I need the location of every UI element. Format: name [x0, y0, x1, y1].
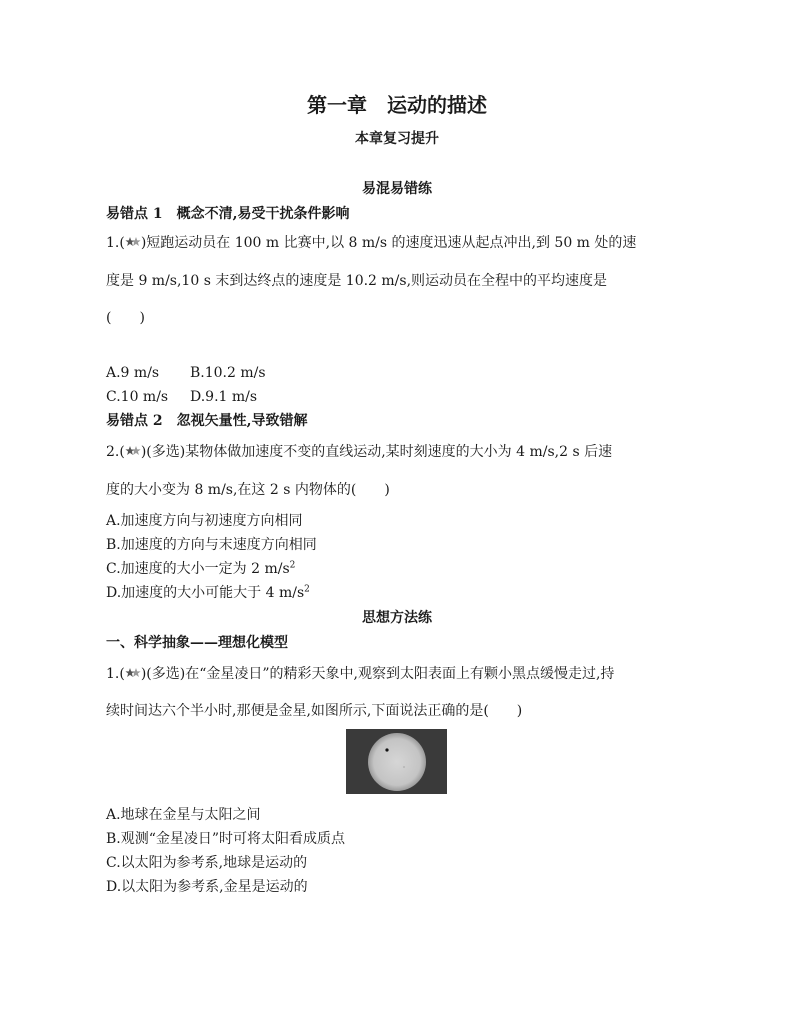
option-a: A.地球在金星与太阳之间: [106, 807, 261, 823]
section-subtitle: 本章复习提升: [355, 131, 439, 147]
option-a: A.9 m/s: [106, 365, 160, 381]
venus-dot: [385, 748, 388, 751]
option-c: C.以太阳为参考系,地球是运动的: [106, 855, 308, 871]
difficulty-star-icon: [125, 236, 141, 248]
sun-disk: [368, 733, 426, 791]
option-b: B.10.2 m/s: [190, 365, 266, 381]
answer-blank: ( ): [106, 310, 145, 326]
option-c: C.加速度的大小一定为 2 $m/s^2$: [106, 560, 296, 577]
option-d: D.9.1 m/s: [190, 389, 258, 405]
option-c: C.10 m/s: [106, 389, 169, 405]
question-2-line-1: [106, 443, 612, 461]
option-d: D.以太阳为参考系,金星是运动的: [106, 879, 308, 895]
option-b: B.加速度的方向与末速度方向相同: [106, 537, 317, 553]
topic-heading: 一、科学抽象——理想化模型: [106, 635, 288, 651]
question-text: )短跑运动员在 100 m 比赛中,以 8 m/s 的速度迅速从起点冲出,到 50 m 处的速: [140, 235, 637, 251]
question-3-line-2: 续时间达六个半小时,那便是金星,如图所示,下面说法正确的是( ): [106, 703, 523, 719]
sunspot: [403, 766, 404, 767]
option-a: A.加速度方向与初速度方向相同: [106, 513, 303, 529]
venus-transit-photo: [346, 729, 447, 794]
question-number: 2.(: [106, 444, 125, 460]
option-d: D.加速度的大小可能大于 4 $m/s^2$: [106, 584, 310, 601]
question-1-line-2: 度是 9 m/s,10 s 末到达终点的速度是 10.2 m/s,则运动员在全程中的平均速度是: [106, 273, 608, 289]
question-number: 1.(: [106, 666, 125, 682]
error-point-2-label: 易错点 2 忽视矢量性,导致错解: [106, 413, 308, 429]
question-1-line-1: [106, 234, 636, 252]
question-3-line-1: [106, 665, 614, 683]
difficulty-star-icon: [125, 445, 141, 457]
chapter-title: 第一章 运动的描述: [307, 93, 487, 117]
part2-heading: 思想方法练: [362, 610, 432, 626]
option-b: B.观测“金星凌日”时可将太阳看成质点: [106, 831, 346, 847]
question-2-line-2: 度的大小变为 8 m/s,在这 2 s 内物体的( ): [106, 482, 390, 498]
question-text: )(多选)某物体做加速度不变的直线运动,某时刻速度的大小为 4 m/s,2 s 后速: [140, 444, 613, 460]
question-text: )(多选)在“金星凌日”的精彩天象中,观察到太阳表面上有颗小黑点缓慢走过,持: [140, 666, 615, 682]
difficulty-star-icon: [125, 667, 141, 679]
error-point-1-label: 易错点 1 概念不清,易受干扰条件影响: [106, 206, 350, 222]
question-number: 1.(: [106, 235, 125, 251]
part1-heading: 易混易错练: [362, 181, 432, 197]
